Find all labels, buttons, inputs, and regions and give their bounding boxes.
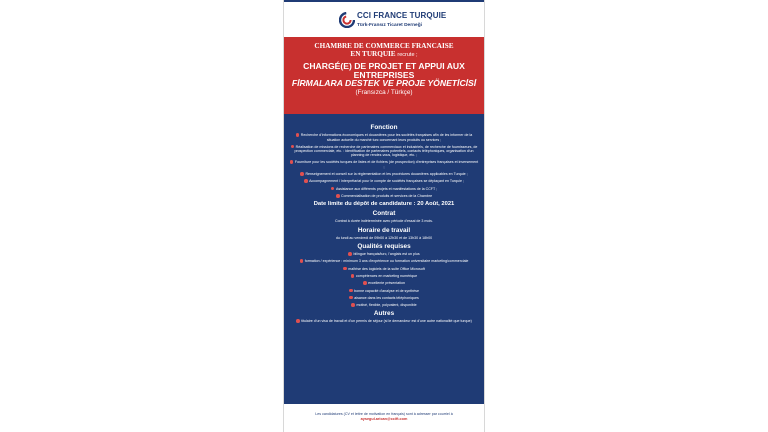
job-poster <box>283 0 485 432</box>
bullet-icon <box>351 274 355 278</box>
bullet-icon <box>291 145 295 149</box>
bullet-icon <box>290 160 294 164</box>
list-item <box>289 179 479 184</box>
list-item <box>289 194 479 199</box>
horaire-heading: Horaire de travail <box>357 226 411 234</box>
list-item <box>289 319 479 324</box>
job-languages: (Fransızca / Türkçe) <box>355 89 413 97</box>
list-item <box>289 303 479 308</box>
list-item <box>289 259 479 264</box>
qualites-heading: Qualités requises <box>357 243 411 251</box>
title-banner <box>284 37 484 114</box>
poster-header <box>284 0 484 37</box>
bullet-icon <box>296 319 300 323</box>
job-title-fr: CHARGÉ(E) DE PROJET ET APPUI AUX ENTREPRISES <box>303 61 465 80</box>
recruiter-suffix: recrute ; <box>397 52 418 58</box>
contrat-text: Contrat à durée indéterminée avec période d'essai de 3 mois. <box>335 219 433 224</box>
fonction-item-text: Assistance aux différents projets et manifestations de la CCFT ; <box>335 186 438 191</box>
qualite-item-text: bilingue français/turc, l'anglais est un plus <box>353 252 420 257</box>
qualite-item-text: excellente présentation <box>368 281 406 286</box>
contrat-heading: Contrat <box>372 210 396 218</box>
qualite-item-text: formation / expérience : minimum 3 ans d'expérience ou formation universitaire marketing/commerciale <box>304 259 469 264</box>
list-item <box>289 274 479 279</box>
list-item <box>289 172 479 177</box>
cci-logo-icon <box>339 12 355 28</box>
list-item <box>289 289 479 294</box>
list-item <box>289 281 479 286</box>
list-item <box>289 252 479 257</box>
fonction-item-text: Réalisation de missions de recherche de partenaires commerciaux et industriels, de recherche de fournisseurs, de prospection commerciale, etc. : identification de partenaires potentiels, contacts téléphoniques, organisation d'un planning de rendez-vous, logistique, etc. ; <box>294 144 478 158</box>
bullet-icon <box>304 179 308 183</box>
fonction-heading: Fonction <box>370 124 398 131</box>
bullet-icon <box>349 296 353 300</box>
bullet-icon <box>363 281 367 285</box>
qualite-item-text: motivé, flexible, polyvalent, disponible <box>356 303 417 308</box>
job-title-tr: FİRMALARA DESTEK VE PROJE YÖNETİCİSİ <box>291 78 477 89</box>
bullet-icon <box>351 303 355 307</box>
list-item <box>289 296 479 301</box>
qualite-item-text: maîtrise des logiciels de la suite Office Microsoft <box>348 266 425 271</box>
footer-text: Les candidatures (CV et lettre de motivation en français) sont à adresser par courriel à <box>315 412 453 416</box>
autres-item-text: titulaire d'un visa de travail et d'un permis de séjour (si le demandeur est d'une autre nationalité que turque) <box>301 319 472 324</box>
bullet-icon <box>331 187 335 191</box>
list-item <box>289 267 479 272</box>
bullet-icon <box>300 259 304 263</box>
horaire-text: du lundi au vendredi de 09h00 à 12h30 et de 13h30 à 18h00 <box>335 235 433 240</box>
bullet-icon <box>300 172 304 176</box>
fonction-item-text: Recherche d'informations économiques et douanières pour les sociétés françaises afin de les informer de la situation actuelle du marché turc concernant leurs produits ou services ; <box>300 133 473 142</box>
list-item <box>289 145 479 158</box>
fonction-item-text: Accompagnement / interprétariat pour le compte de sociétés françaises se déplaçant en Turquie ; <box>309 179 464 184</box>
recruiter-line2 <box>288 50 480 59</box>
contact-email-link[interactable]: aysegul.arican@ccift.com <box>360 416 408 421</box>
bullet-icon <box>296 133 300 137</box>
fonction-item-text: Commercialisation de produits et services de la Chambre <box>341 194 433 199</box>
brand-subtitle: Türk-Fransız Ticaret Derneği <box>357 23 422 28</box>
qualite-item-text: compétences en marketing numérique <box>355 274 418 279</box>
bullet-icon <box>343 267 347 271</box>
recruiter-country: EN TURQUIE <box>350 50 396 58</box>
application-deadline: Date limite du dépôt de candidature : 20 Août, 2021 <box>313 201 455 208</box>
qualite-item-text: aisance dans les contacts téléphoniques <box>354 296 419 301</box>
poster-footer <box>284 404 484 432</box>
content-panel <box>284 114 484 404</box>
autres-heading: Autres <box>373 310 395 318</box>
list-item <box>289 133 479 142</box>
brand-name: CCI FRANCE TURQUIE <box>357 11 447 20</box>
qualite-item-text: bonne capacité d'analyse et de synthèse <box>354 288 419 293</box>
bullet-icon <box>348 252 352 256</box>
list-item <box>289 187 479 192</box>
bullet-icon <box>336 194 340 198</box>
fonction-item-text: Fourniture pour les sociétés turques de listes et de fichiers (de prospection) d'entreprises françaises et inversement ; <box>294 160 479 169</box>
recruiter-line1: CHAMBRE DE COMMERCE FRANCAISE <box>314 42 454 50</box>
list-item <box>289 160 479 169</box>
bullet-icon <box>349 289 353 293</box>
fonction-item-text: Renseignement et conseil sur la réglementation et les procédures douanières applicables en Turquie ; <box>305 172 468 177</box>
